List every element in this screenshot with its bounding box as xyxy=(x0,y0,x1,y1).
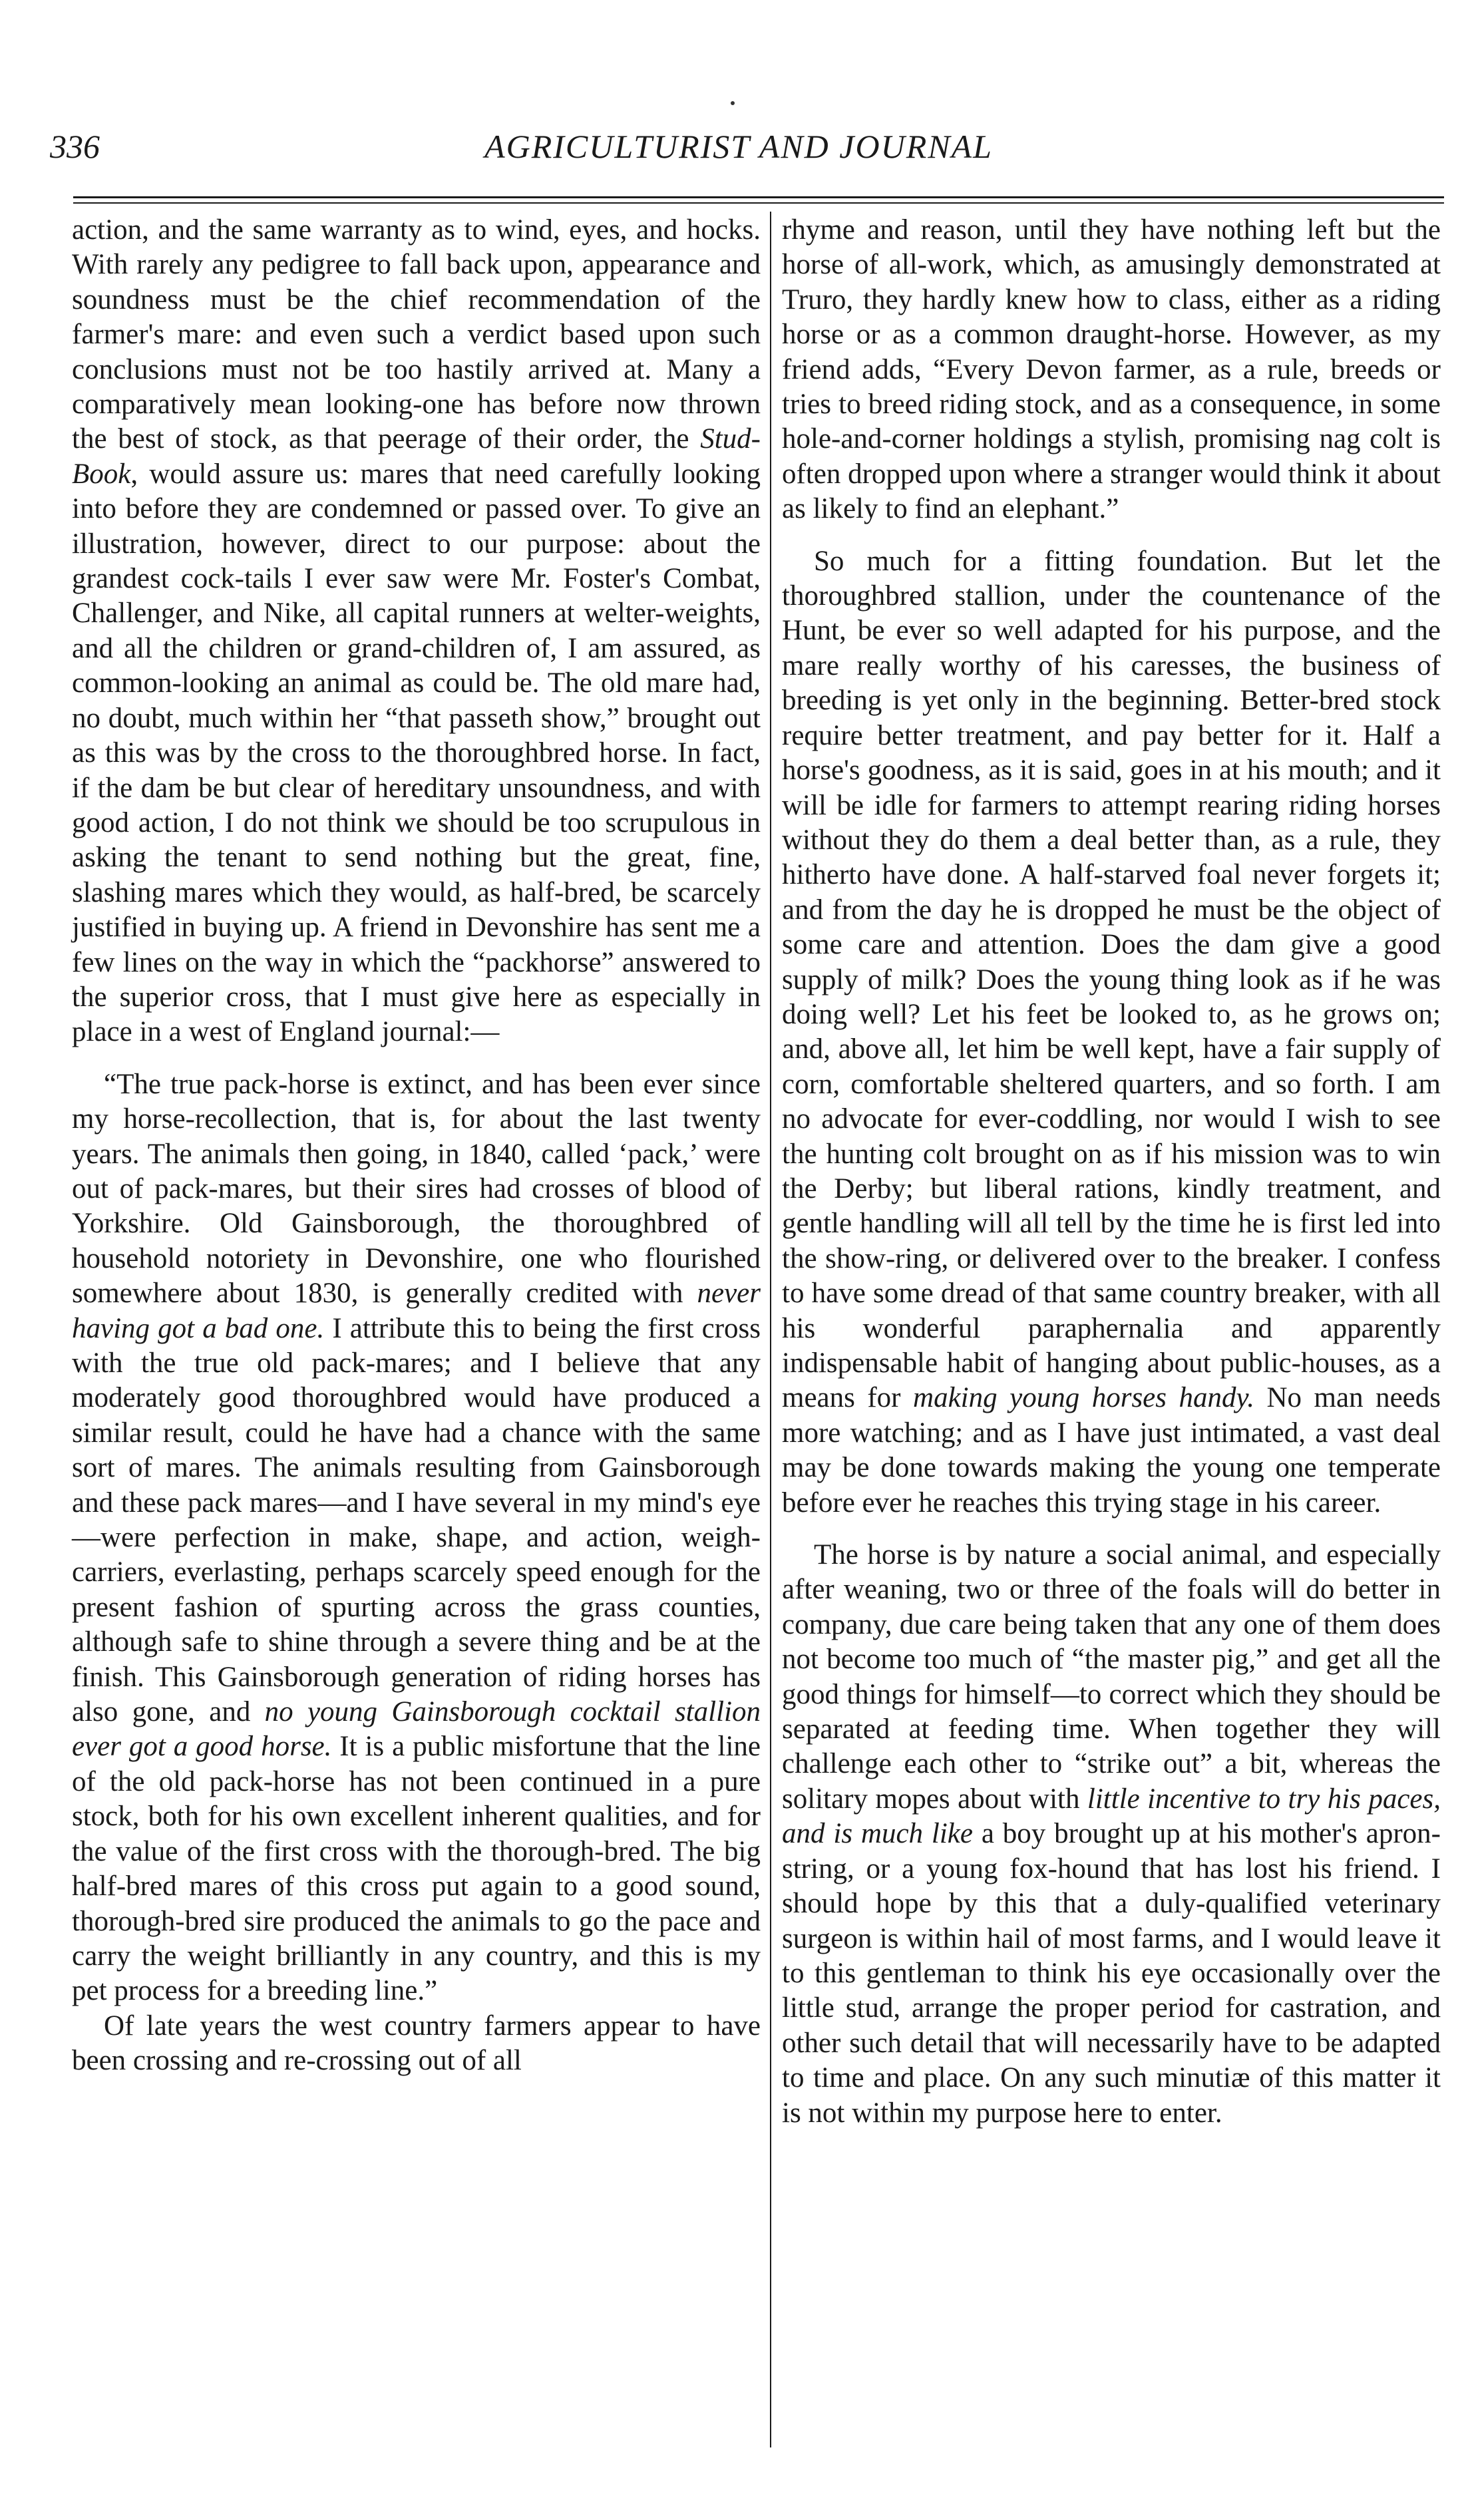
paragraph-text: It is a public misfortune that the line of the old pack-horse has not been continued in a pure stock, both for his own excellent inherent qualities, and for the value of the first cross with the thorough-bred. The big half-bred mares of this cross put again to a good sound, thorough-bred sire produced the animals to go the pace and carry the weight brilliantly in any country, and this is my pet process for a breeding line.” xyxy=(72,1731,761,2007)
paragraph xyxy=(72,213,761,1050)
paragraph-text: No man needs more watching; and as I have just intimated, a vast deal may be done towards making the young one temperate before ever he reaches this trying stage in his career. xyxy=(782,1382,1441,1519)
paragraph: Of late years the west country farmers appear to have been crossing and re-crossing out of all xyxy=(72,2010,761,2077)
paragraph: rhyme and reason, until they have nothing left but the horse of all-work, which, as amusingly demonstrated at Truro, they hardly knew how to class, either as a riding horse or as a common draught-horse. However, as my friend adds, “Every Devon farmer, as a rule, breeds or tries to breed riding stock, and as a consequence, in some hole-and-corner holdings a stylish, promising nag colt is often dropped upon where a stranger would think it about as likely to find an elephant.” xyxy=(782,214,1441,525)
paragraph-text: action, and the same warranty as to wind, eyes, and hocks. With rarely any pedigree to fall back upon, appearance and soundness must be the chief recommendation of the farmer's mare: and even such a verdict based upon such conclusions must not be too hastily arrived at. Many a comparatively mean looking-one has before now thrown the best of stock, as that peerage of their order, the xyxy=(72,214,761,455)
italic-text: making young horses handy. xyxy=(913,1382,1254,1414)
italic-text: no young Gainsborough cocktail stallion ever got a good horse. xyxy=(72,1696,761,1763)
quoted-paragraph xyxy=(72,1067,761,2009)
page-header xyxy=(50,120,1427,173)
italic-text: Stud-Book xyxy=(72,423,761,490)
italic-text: little incentive to try his paces, and is much like xyxy=(782,1783,1441,1850)
paragraph-text: a boy brought up at his mother's apron-string, or a young fox-hound that has lost his friend. I should hope by this that a duly-qualified veterinary surgeon is within hail of most farms, and I would leave it to this gentleman to think his eye occasionally over the little stud, arrange the proper period for castration, and other such detail that will necessarily have to be adapted to time and place. On any such minutiæ of this matter it is not within my purpose here to enter. xyxy=(782,1818,1441,2129)
header-rule-thin xyxy=(73,202,1444,204)
paragraph-text: “The true pack-horse is extinct, and has been ever since my horse-recollection, that is, for about the last twenty years. The animals then going, in 1840, called ‘pack,’ were out of pack-mares, but their sires had crosses of blood of Yorkshire. Old Gainsborough, the thoroughbred of household notoriety in Devonshire, one who flourished somewhere about 1830, is generally credited with xyxy=(72,1068,761,1310)
left-column xyxy=(72,213,761,2079)
page-number: 336 xyxy=(50,128,100,165)
paragraph-text: , would assure us: mares that need carefully looking into before they are condemned or passed over. To give an illustration, however, direct to our purpose: about the grandest cock-tails I ever saw were Mr. Foster's Combat, Challenger, and Nike, all capital runners at welter-weights, and all the children or grand-children of, I am assured, as common-looking an animal as could be. The old mare had, no doubt, much within her “that passeth show,” brought out as this was by the cross to the thoroughbred horse. In fact, if the dam be but clear of hereditary unsoundness, and with good action, I do not think we should be too scrupulous in asking the tenant to send nothing but the great, fine, slashing mares which they would, as half-bred, be scarcely justified in buying up. A friend in Devonshire has sent me a few lines on the way in which the “packhorse” answered to the superior cross, that I must give here as especially in place in a west of England journal:— xyxy=(72,458,761,1048)
right-column xyxy=(782,213,1441,2131)
paragraph xyxy=(782,1538,1441,2131)
printer-mark xyxy=(731,101,735,105)
column-divider xyxy=(770,212,771,2447)
paragraph-text: The horse is by nature a social animal, and especially after weaning, two or three of the foals will do better in company, due care being taken that any one of them does not become too much of “the master pig,” and get all the good things for himself—to correct which they should be separated at feeding time. When together they will challenge each other to “strike out” a bit, whereas the solitary mopes about with xyxy=(782,1539,1441,1815)
paragraph-text: I attribute this to being the first cross with the true old pack-mares; and I believe that any moderately good thoroughbred would have produced a similar result, could he have had a chance with the same sort of mares. The animals resulting from Gainsborough and these pack mares—and I have several in my mind's eye—were perfection in make, shape, and action, weigh-carriers, everlasting, perhaps scarcely speed enough for the present fashion of spurting across the grass counties, although safe to shine through a severe thing and be at the finish. This Gainsborough generation of riding horses has also gone, and xyxy=(72,1312,761,1728)
running-head: AGRICULTURIST AND JOURNAL xyxy=(484,128,993,165)
paragraph-text: So much for a fitting foundation. But let the thoroughbred stallion, under the countenance of the Hunt, be ever so well adapted for his purpose, and the mare really worthy of his caresses, the business of breeding is yet only in the beginning. Better-bred stock require better treatment, and pay better for it. Half a horse's goodness, as it is said, goes in at his mouth; and it will be idle for farmers to attempt rearing riding horses without they do them a deal better than, as a rule, they hitherto have done. A half-starved foal never forgets it; and from the day he is dropped he must be the object of some care and attention. Does the dam give a good supply of milk? Does the young thing look as if he was doing well? Let his feet be looked to, as he grows on; and, above all, let him be well kept, have a fair supply of corn, comfortable sheltered quarters, and so forth. I am no advocate for ever-coddling, nor would I wish to see the hunting colt brought on as if his mission was to win the Derby; but liberal rations, kindly treatment, and gentle handling will all tell by the time he is first led into the show-ring, or delivered over to the breaker. I confess to have some dread of that same country breaker, with all his wonderful paraphernalia and apparently indispensable habit of hanging about public-houses, as a means for xyxy=(782,545,1441,1414)
italic-text: never having got a bad one. xyxy=(72,1278,761,1344)
header-rule xyxy=(73,196,1444,198)
paragraph xyxy=(782,544,1441,1521)
